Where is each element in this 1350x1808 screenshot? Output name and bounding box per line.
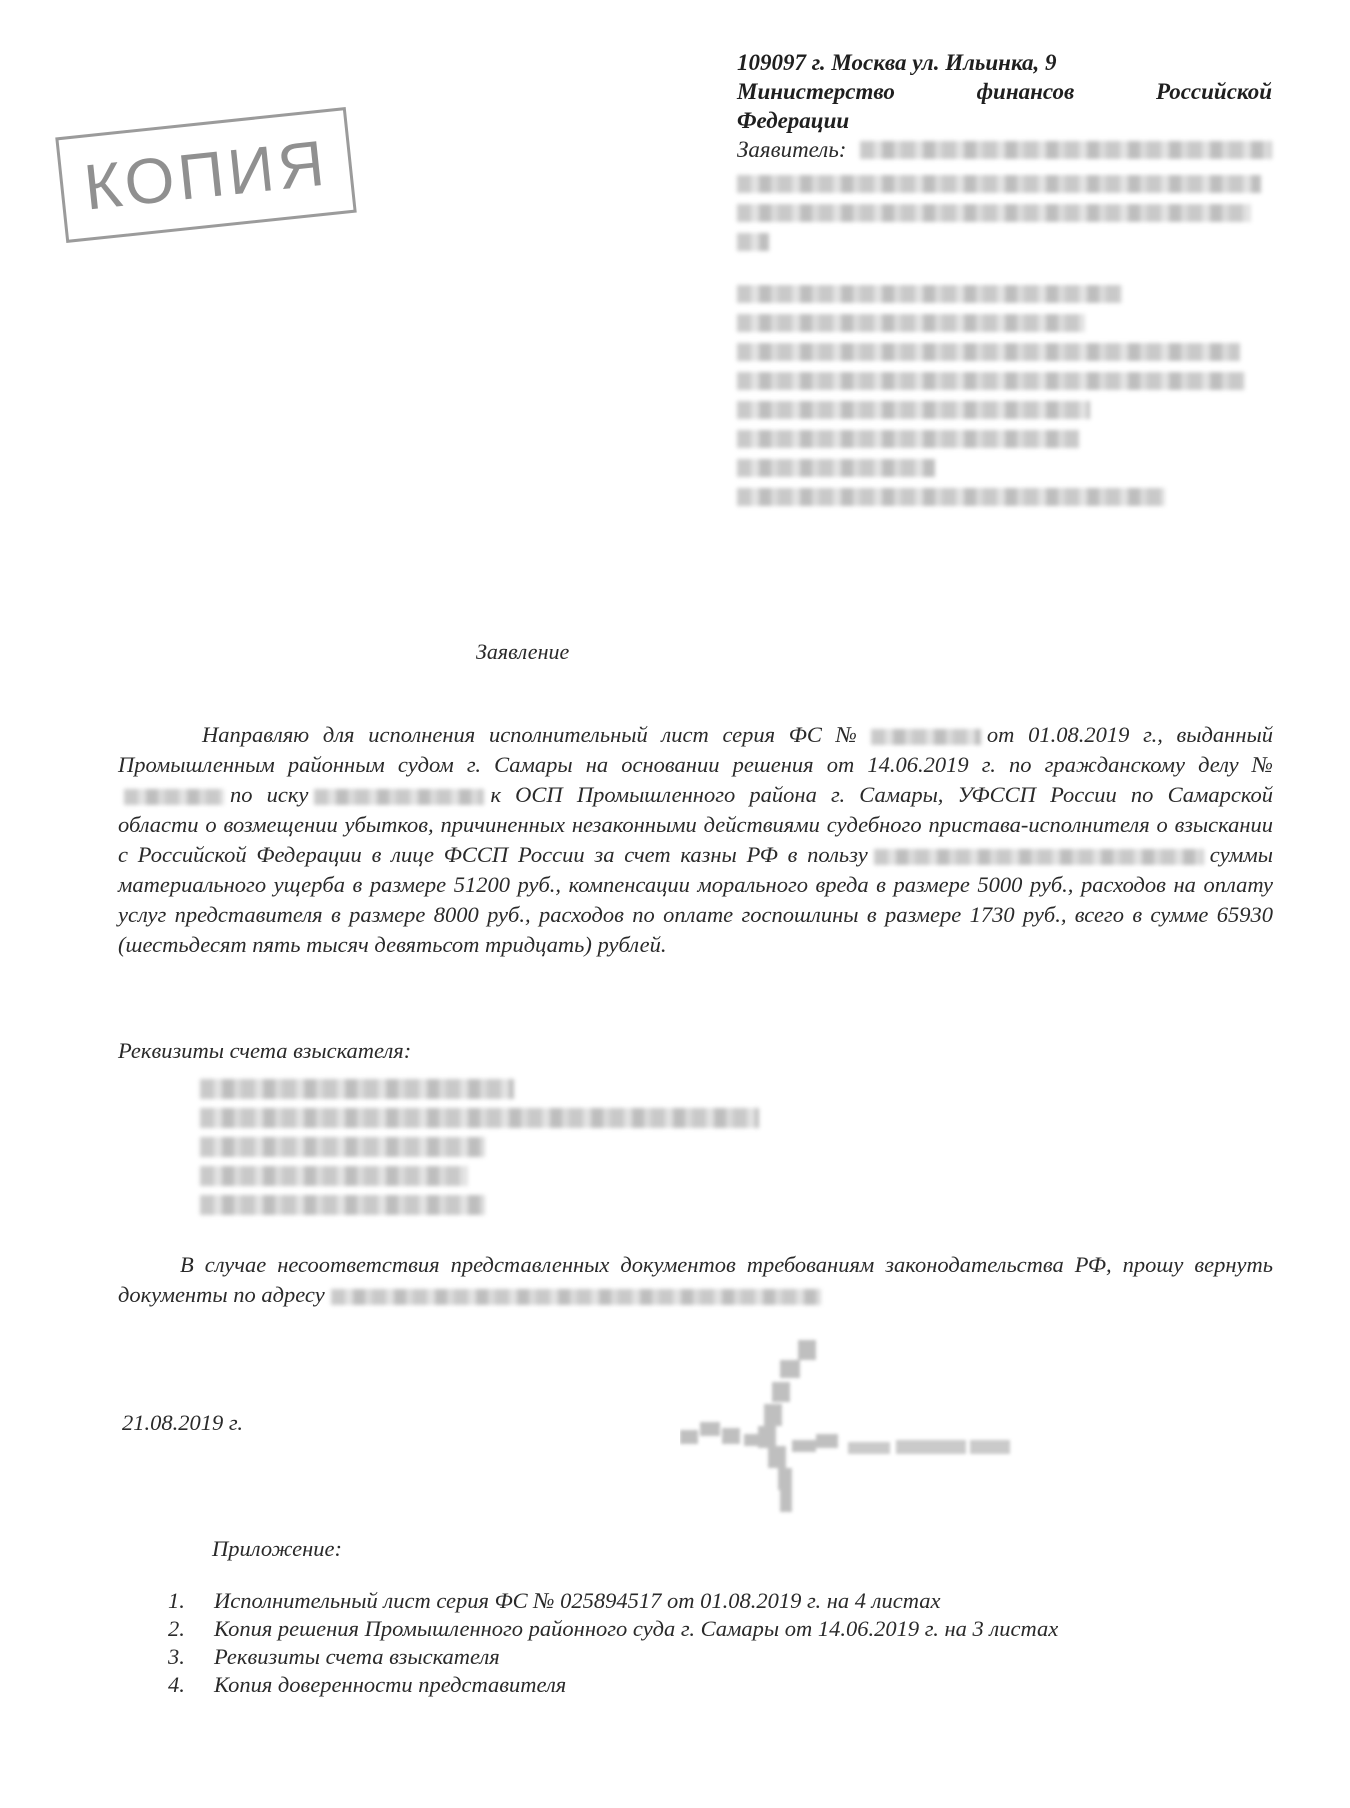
requisites-label: Реквизиты счета взыскателя: — [118, 1038, 412, 1063]
appendix-item-number: 2. — [168, 1616, 185, 1641]
applicant-label: Заявитель: — [737, 137, 847, 162]
appendix-item — [168, 1643, 1268, 1671]
ministry-word-1: Министерство — [737, 79, 895, 104]
paragraph-part-1: Направляю для исполнения исполнительный лист серия ФС № — [202, 722, 865, 747]
appendix-label: Приложение: — [212, 1536, 343, 1561]
appendix-item-text: Копия доверенности представителя — [214, 1672, 567, 1697]
recipient-block — [737, 48, 1272, 517]
appendix-item — [168, 1587, 1268, 1615]
redacted-case-number — [124, 789, 224, 805]
redacted-representative-4 — [737, 372, 1245, 390]
redacted-applicant-name — [860, 141, 1272, 159]
redacted-representative-3 — [737, 343, 1240, 361]
recipient-ministry-last: Федерации — [737, 108, 850, 133]
appendix-list — [168, 1587, 1268, 1699]
redacted-plaintiff — [314, 789, 484, 805]
appendix-item — [168, 1615, 1268, 1643]
appendix-item-text: Исполнительный лист серия ФС № 025894517 от 01.08.2019 г. на 4 листах — [214, 1588, 941, 1613]
appendix-item — [168, 1671, 1268, 1699]
paragraph-part-4: к ОСП Промышленного района г. Самары, УФССП России по Самарской области о возмещении убытков, причиненных незаконными действиями судебного пристава-исполнителя о взыскании с Российской Федерации в лице ФССП России за счет казны РФ в пользу — [118, 782, 1274, 867]
ministry-word-2: финансов — [976, 79, 1075, 104]
paragraph-part-5: суммы материального ущерба в размере 51200 руб., компенсации морального вреда в размере 5000 руб., расходов на оплату услуг представителя в размере 8000 руб., расходов по оплате госпошлины в размере 1730 руб., всего в сумме 65930 (шестьдесят пять тысяч девятьсот тридцать) рублей. — [118, 842, 1273, 957]
document-date: 21.08.2019 г. — [122, 1410, 243, 1435]
redacted-representative-6 — [737, 430, 1079, 448]
appendix-item-number: 4. — [168, 1672, 185, 1697]
appendix-item-number: 3. — [168, 1644, 185, 1669]
redacted-representative-5 — [737, 401, 1090, 419]
redacted-representative-8 — [737, 488, 1165, 506]
redacted-beneficiary — [874, 849, 1204, 865]
copy-stamp-text: КОПИЯ — [80, 126, 332, 224]
redacted-requisite-3 — [200, 1137, 485, 1157]
redacted-requisite-1 — [200, 1079, 514, 1099]
ministry-word-3: Российской — [1155, 79, 1272, 104]
copy-stamp — [55, 107, 356, 243]
document-title: Заявление — [476, 639, 570, 664]
redacted-series-number — [871, 729, 981, 745]
recipient-address: 109097 г. Москва ул. Ильинка, 9 — [737, 50, 1057, 75]
redacted-applicant-address-1 — [737, 175, 1261, 193]
main-paragraph — [118, 720, 1273, 960]
appendix-item-text: Копия решения Промышленного районного суда г. Самары от 14.06.2019 г. на 3 листах — [214, 1616, 1059, 1641]
redacted-representative-1 — [737, 285, 1122, 303]
applicant-line — [737, 135, 1272, 164]
redacted-requisite-5 — [200, 1195, 485, 1215]
redacted-requisite-2 — [200, 1108, 759, 1128]
redacted-applicant-address-2 — [737, 204, 1251, 222]
redacted-applicant-address-3 — [737, 233, 769, 251]
return-text: В случае несоответствия представленных документов требованиям законодательства РФ, прошу вернуть документы по адресу — [118, 1252, 1273, 1307]
redacted-representative-7 — [737, 459, 935, 477]
appendix-item-text: Реквизиты счета взыскателя — [214, 1644, 500, 1669]
recipient-ministry — [737, 77, 1272, 106]
redacted-representative-2 — [737, 314, 1085, 332]
appendix-item-number: 1. — [168, 1588, 185, 1613]
paragraph-part-3: по иску — [230, 782, 309, 807]
paragraph-part-2: от 01.08.2019 г., выданный Промышленным районным судом г. Самары на основании решения от 14.06.2019 г. по гражданскому делу № — [118, 722, 1273, 777]
signature-image — [680, 1300, 1080, 1520]
redacted-requisite-4 — [200, 1166, 468, 1186]
requisites-block — [200, 1070, 770, 1224]
